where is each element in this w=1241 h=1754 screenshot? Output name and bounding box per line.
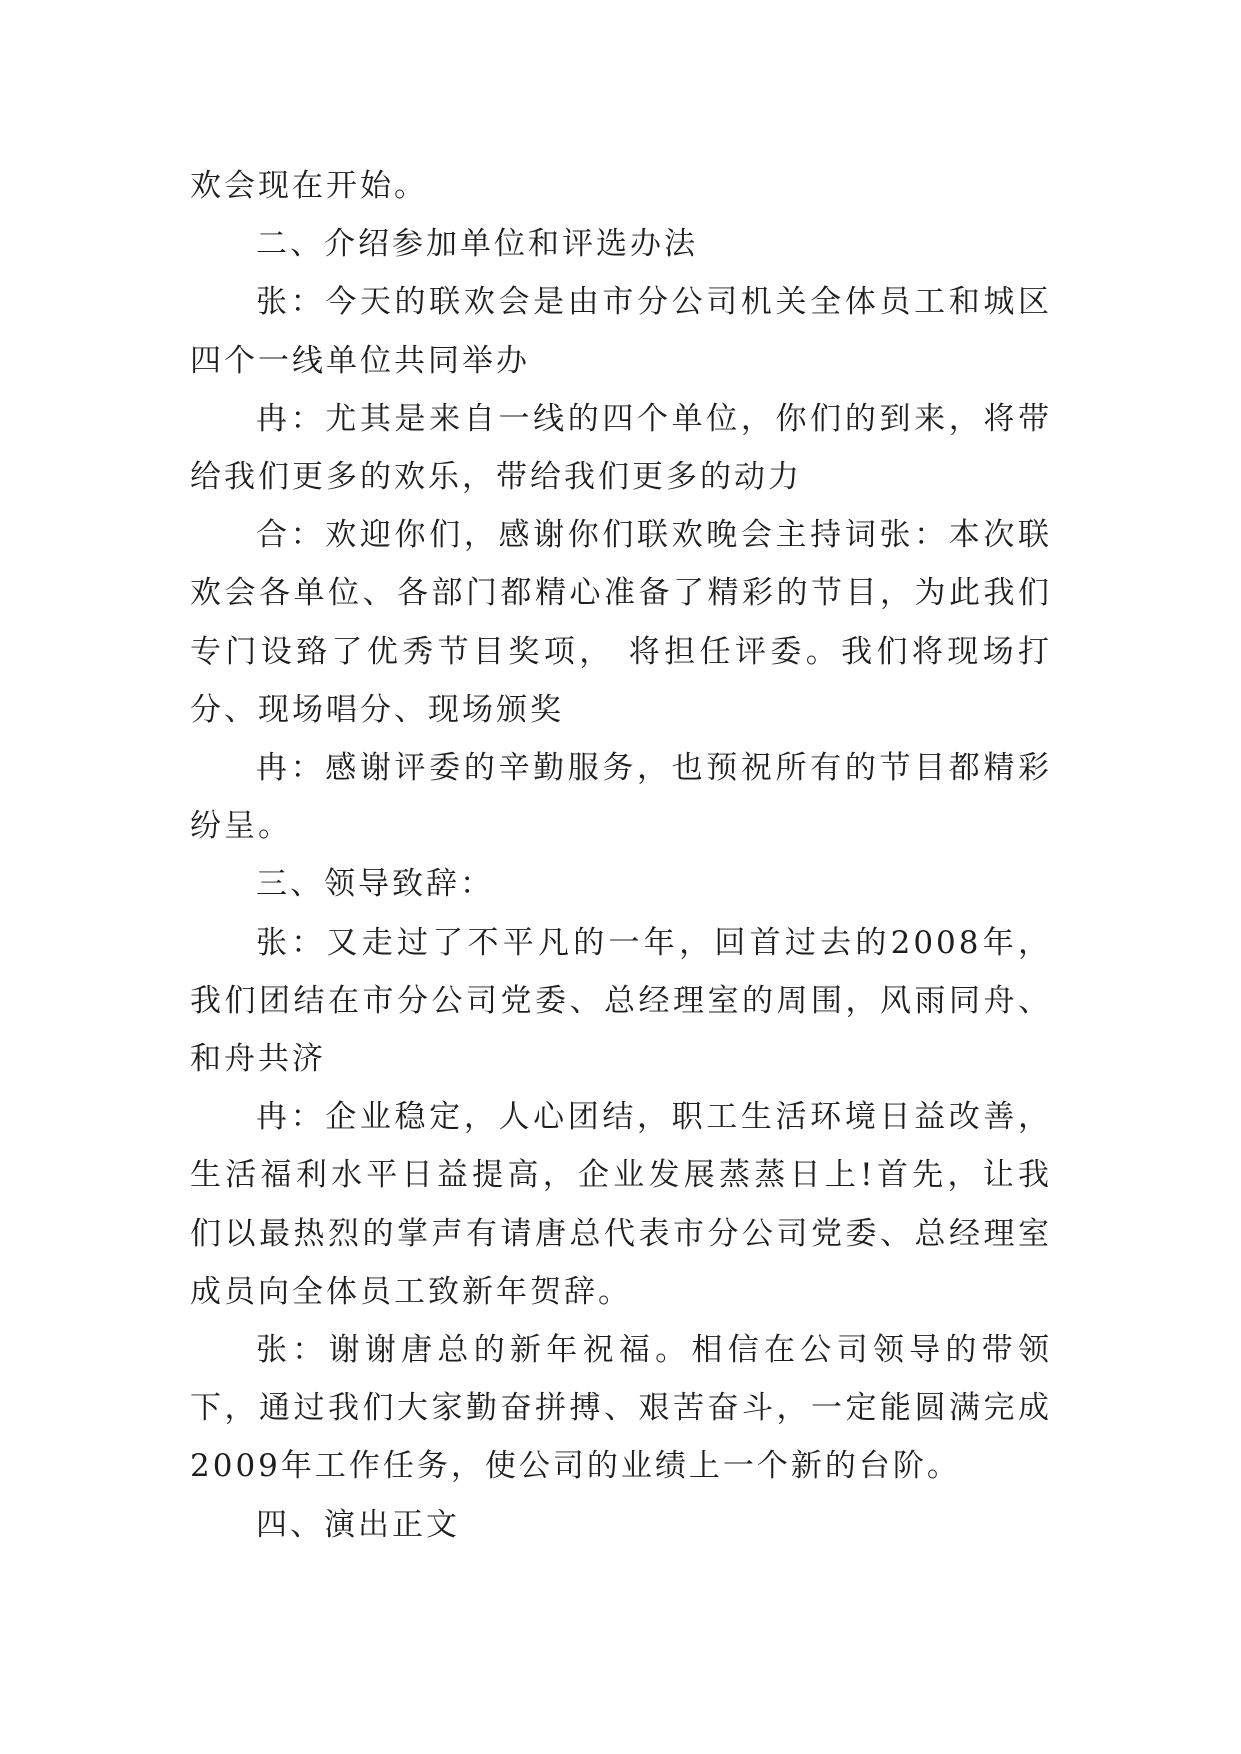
section-heading-3: 三、领导致辞： [256,866,494,903]
dialogue-paragraph: 冉：感谢评委的辛勤服务，也预祝所有的节目都精彩纷呈。 [190,750,1052,845]
section-heading-4: 四、演出正文 [256,1506,460,1543]
dialogue-paragraph: 冉：企业稳定，人心团结，职工生活环境日益改善，生活福利水平日益提高，企业发展蒸蒸日上!首先，让我们以最热烈的掌声有请唐总代表市分公司党委、总经理室成员向全体员工致新年贺辞。 [190,1099,1052,1310]
section-heading-2: 二、介绍参加单位和评选办法 [256,226,698,263]
document-body [190,157,1052,1554]
dialogue-paragraph: 张：今天的联欢会是由市分公司机关全体员工和城区四个一线单位共同举办 [190,284,1052,379]
paragraph-continuation: 欢会现在开始。 [190,168,428,204]
dialogue-paragraph: 合：欢迎你们，感谢你们联欢晚会主持词张：本次联欢会各单位、各部门都精心准备了精彩的节目，为此我们专门设臵了优秀节目奖项， 将担任评委。我们将现场打分、现场唱分、现场颁奖 [190,517,1052,728]
dialogue-paragraph: 张：谢谢唐总的新年祝福。相信在公司领导的带领下，通过我们大家勤奋拼搏、艰苦奋斗，一定能圆满完成2009年工作任务，使公司的业绩上一个新的台阶。 [190,1332,1052,1485]
dialogue-paragraph: 冉：尤其是来自一线的四个单位，你们的到来，将带给我们更多的欢乐，带给我们更多的动力 [190,400,1052,496]
dialogue-paragraph: 张：又走过了不平凡的一年，回首过去的2008年，我们团结在市分公司党委、总经理室的周围，风雨同舟、和舟共济 [190,924,1052,1078]
